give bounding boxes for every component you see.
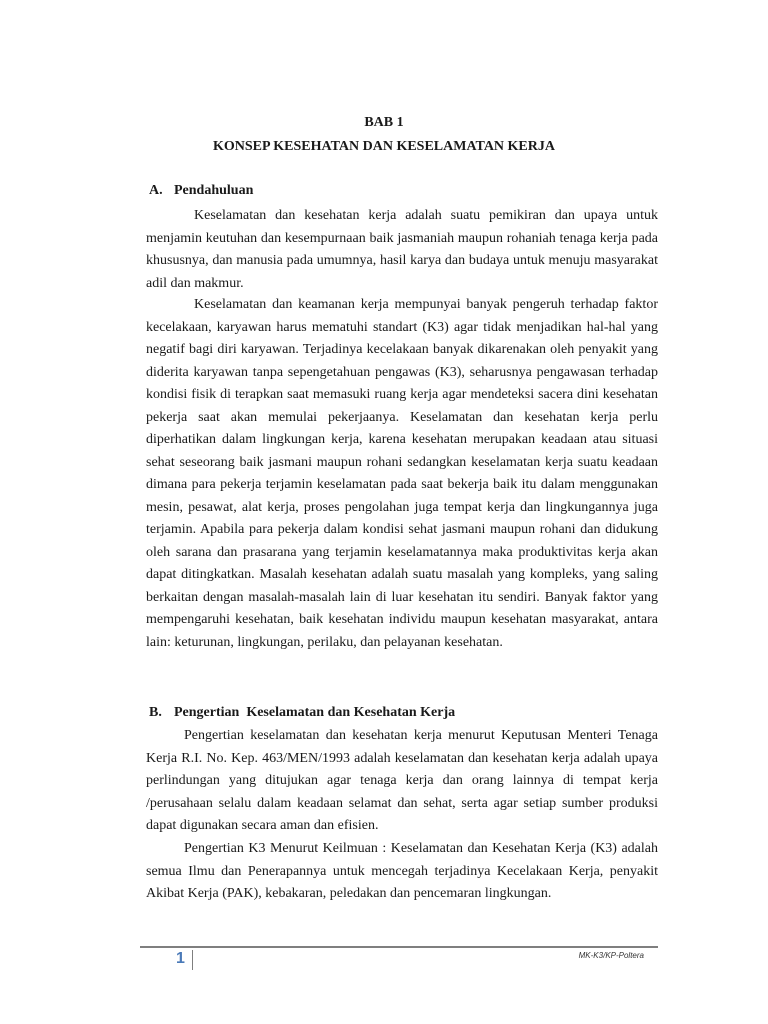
section-heading-a xyxy=(149,182,253,200)
paragraph: Keselamatan dan keamanan kerja mempunyai banyak pengeruh terhadap faktor kecelakaan, karyawan harus mematuhi standart (K3) agar tidak menjadikan hal-hal yang negatif bagi diri karyawan. Terjadinya kecelakaan banyak dikarenakan oleh penyakit yang diderita karyawan tanpa sepengetahuan pengawas (K3), seharusnya pengawasan terhadap kondisi fisik di terapkan saat memasuki ruang kerja agar mendeteksi sacera dini kesehatan pekerja saat akan memulai pekerjaanya. Keselamatan dan kesehatan kerja perlu diperhatikan dalam lingkungan kerja, karena kesehatan merupakan keadaan atau situasi sehat seseorang baik jasmani maupun rohani sedangkan keselamatan kerja suatu keadaan dimana para pekerja terjamin keselamatan pada saat bekerja baik itu dalam menggunakan mesin, pesawat, alat kerja, proses pengolahan juga tempat kerja dan lingkungannya juga terjamin. Apabila para pekerja dalam kondisi sehat jasmani maupun rohani dan didukung oleh sarana dan prasarana yang terjamin keselamatannya maka produktivitas kerja akan dapat ditingkatkan. Masalah kesehatan adalah suatu masalah yang kompleks, yang saling berkaitan dengan masalah-masalah lain di luar kesehatan itu sendiri. Banyak faktor yang mempengaruhi kesehatan, baik kesehatan individu maupun kesehatan masyarakat, antara lain: keturunan, lingkungan, perilaku, dan pelayanan kesehatan. xyxy=(146,297,658,650)
section-marker-a: A. xyxy=(149,183,163,198)
section-title-b: Pengertian Keselamatan dan Kesehatan Kerja xyxy=(174,705,456,720)
footer-separator xyxy=(192,950,193,970)
footer-rule xyxy=(140,946,658,948)
footer-code: MK-K3/KP-Poltera xyxy=(578,951,644,960)
chapter-label: BAB 1 xyxy=(364,115,404,130)
page-number: 1 xyxy=(176,950,185,967)
section-title-a: Pendahuluan xyxy=(174,183,254,198)
paragraph: Pengertian keselamatan dan kesehatan kerja menurut Keputusan Menteri Tenaga Kerja R.I. No. Kep. 463/MEN/1993 adalah keselamatan dan kesehatan kerja adalah upaya perlindungan yang ditujukan agar tenaga kerja dan orang lainnya di tempat kerja /perusahaan selalu dalam keadaan selamat dan sehat, serta agar setiap sumber produksi dapat digunakan secara aman dan efisien. xyxy=(146,728,658,833)
paragraph: Keselamatan dan kesehatan kerja adalah suatu pemikiran dan upaya untuk menjamin keutuhan dan kesempurnaan baik jasmaniah maupun rohaniah tenaga kerja pada khususnya, dan manusia pada umumnya, hasil karya dan budaya untuk menuju masyarakat adil dan makmur. xyxy=(146,208,658,291)
chapter-title: KONSEP KESEHATAN DAN KESELAMATAN KERJA xyxy=(212,139,555,154)
section-marker-b: B. xyxy=(149,705,162,720)
section-heading-b xyxy=(149,704,455,722)
paragraph: Pengertian K3 Menurut Keilmuan : Keselamatan dan Kesehatan Kerja (K3) adalah semua Ilmu dan Penerapannya untuk mencegah terjadinya Kecelakaan Kerja, penyakit Akibat Kerja (PAK), kebakaran, peledakan dan pencemaran lingkungan. xyxy=(146,841,658,901)
